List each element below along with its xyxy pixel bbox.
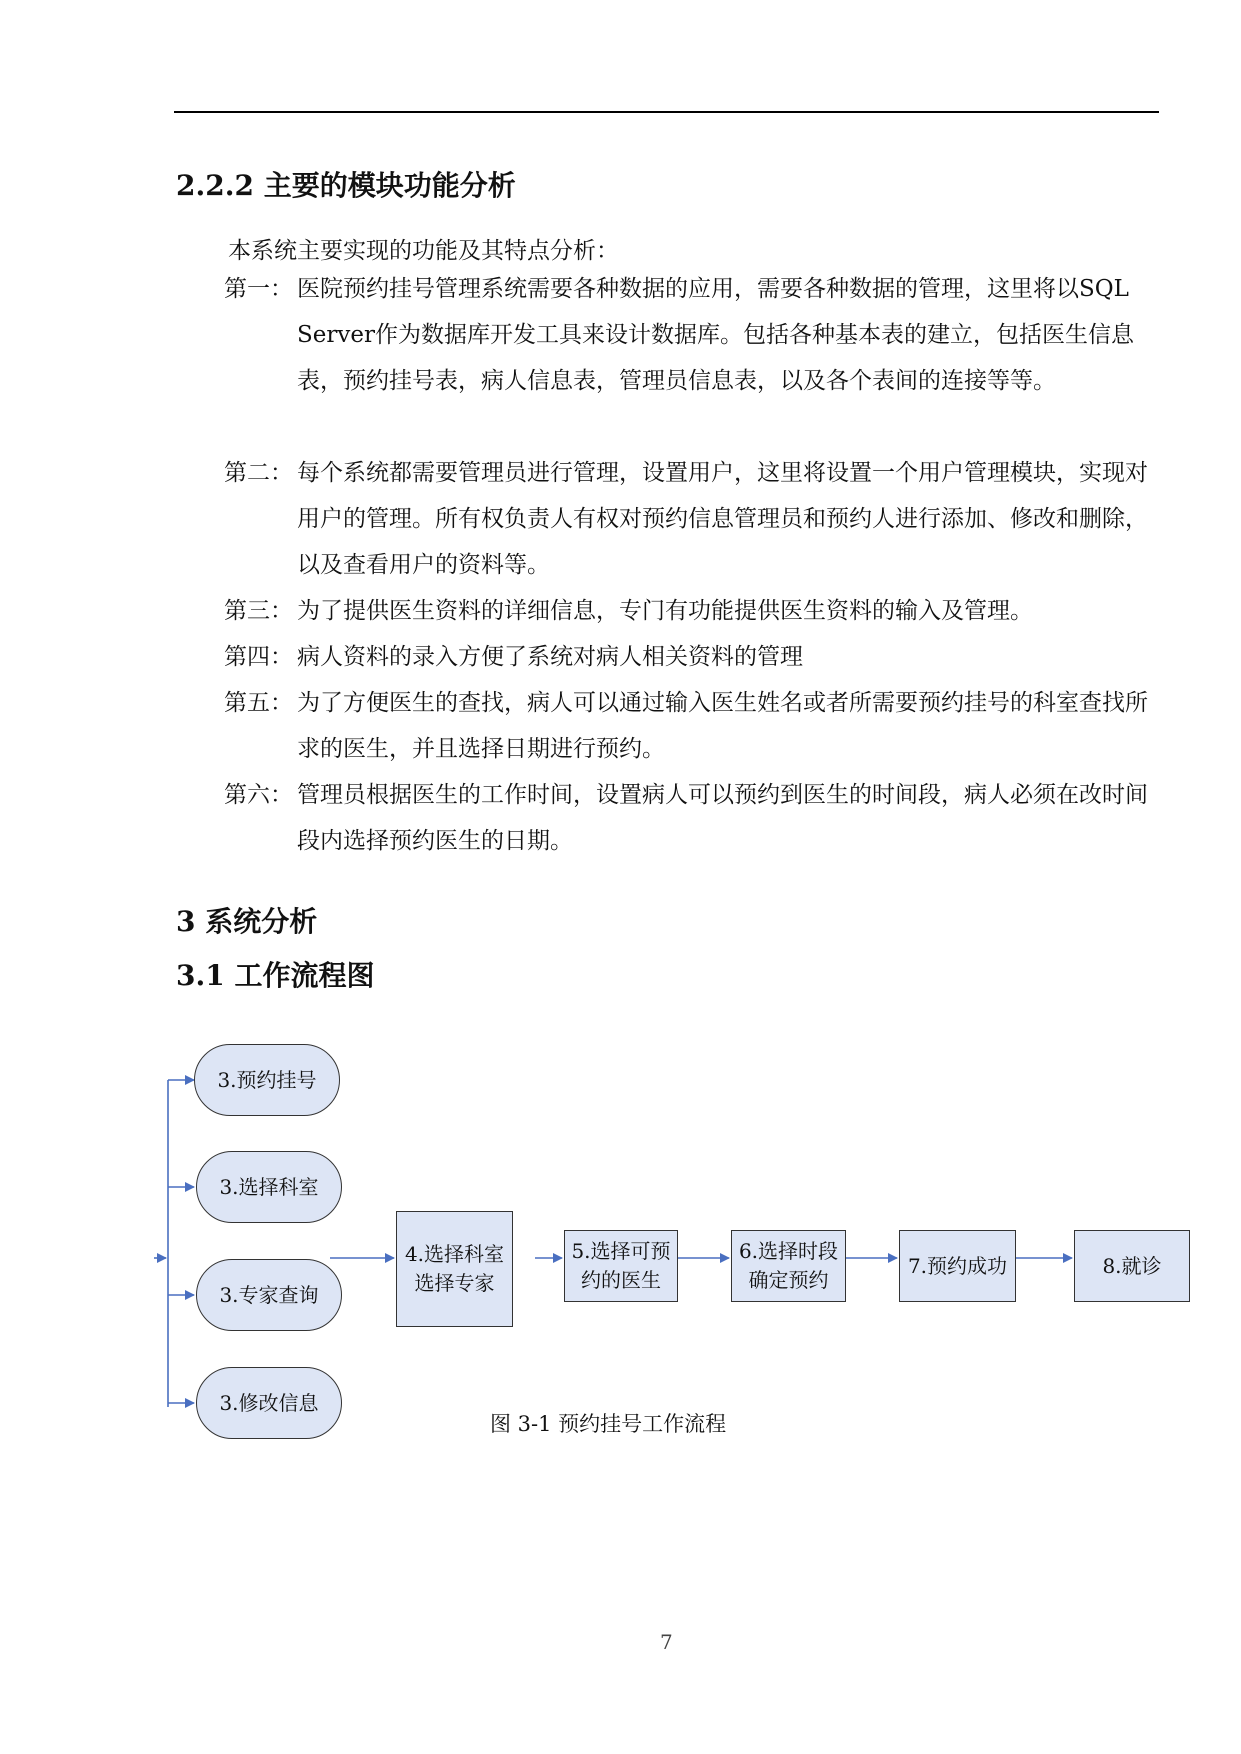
step-node-line: 4.选择科室: [404, 1242, 505, 1266]
list-item-text: 管理员根据医生的工作时间，设置病人可以预约到医生的时间段，病人必须在改时间段内选择预约医生的日期。: [297, 782, 1148, 854]
step-node-visit: [1074, 1230, 1190, 1302]
figure-caption: 图 3-1 预约挂号工作流程: [490, 1412, 727, 1436]
start-node-select-department: 3.选择科室: [196, 1151, 342, 1223]
step-node-line: 5.选择可预: [571, 1239, 671, 1263]
start-node-expert-search: 3.专家查询: [196, 1259, 342, 1331]
list-item-text: 每个系统都需要管理员进行管理，设置用户，这里将设置一个用户管理模块，实现对用户的管理。所有权负责人有权对预约信息管理员和预约人进行添加、修改和删除，以及查看用户的资料等。: [297, 460, 1148, 578]
section-heading-3: 3 系统分析: [176, 905, 318, 938]
step-node-select-doctor: [564, 1230, 678, 1302]
step-node-line: 6.选择时段: [738, 1239, 839, 1263]
list-item: [224, 680, 1164, 772]
workflow-diagram: [140, 1040, 1200, 1460]
intro-paragraph: 本系统主要实现的功能及其特点分析：: [228, 238, 619, 264]
step-node-appointment-success: [899, 1230, 1016, 1302]
header-rule: [174, 111, 1159, 113]
list-item: [224, 772, 1164, 864]
step-node-select-dept-expert: [396, 1211, 513, 1327]
step-node-line: 约的医生: [581, 1268, 661, 1292]
list-item: [224, 588, 1164, 634]
list-item-label: 第五：: [224, 690, 293, 716]
list-item-text: 病人资料的录入方便了系统对病人相关资料的管理: [297, 644, 803, 670]
list-item: [224, 450, 1164, 588]
list-item-label: 第一：: [224, 276, 293, 302]
start-node-book-appointment: 3.预约挂号: [194, 1044, 340, 1116]
list-item-text: 医院预约挂号管理系统需要各种数据的应用，需要各种数据的管理，这里将以SQL Server作为数据库开发工具来设计数据库。包括各种基本表的建立，包括医生信息表，预约挂号表，病人信息表，管理员信息表，以及各个表间的连接等等。: [297, 276, 1134, 394]
list-item-label: 第二：: [224, 460, 293, 486]
step-node-line: 确定预约: [748, 1268, 829, 1292]
step-node-line: 8.就诊: [1102, 1253, 1162, 1278]
start-node-modify-info: 3.修改信息: [196, 1367, 342, 1439]
page-number: 7: [660, 1630, 673, 1654]
section-heading-3-1: 3.1 工作流程图: [176, 959, 375, 992]
list-item-label: 第三：: [224, 598, 293, 624]
list-item: [224, 266, 1164, 404]
list-item: [224, 634, 1164, 680]
step-node-line: 7.预约成功: [907, 1253, 1008, 1278]
step-node-line: 选择专家: [414, 1271, 495, 1295]
list-item-label: 第六：: [224, 782, 293, 808]
list-item-text: 为了方便医生的查找，病人可以通过输入医生姓名或者所需要预约挂号的科室查找所求的医生，并且选择日期进行预约。: [297, 690, 1148, 762]
list-item-label: 第四：: [224, 644, 293, 670]
step-node-select-time: [731, 1230, 846, 1302]
list-item-text: 为了提供医生资料的详细信息，专门有功能提供医生资料的输入及管理。: [297, 598, 1033, 624]
section-heading-2-2-2: 2.2.2 主要的模块功能分析: [176, 169, 516, 202]
